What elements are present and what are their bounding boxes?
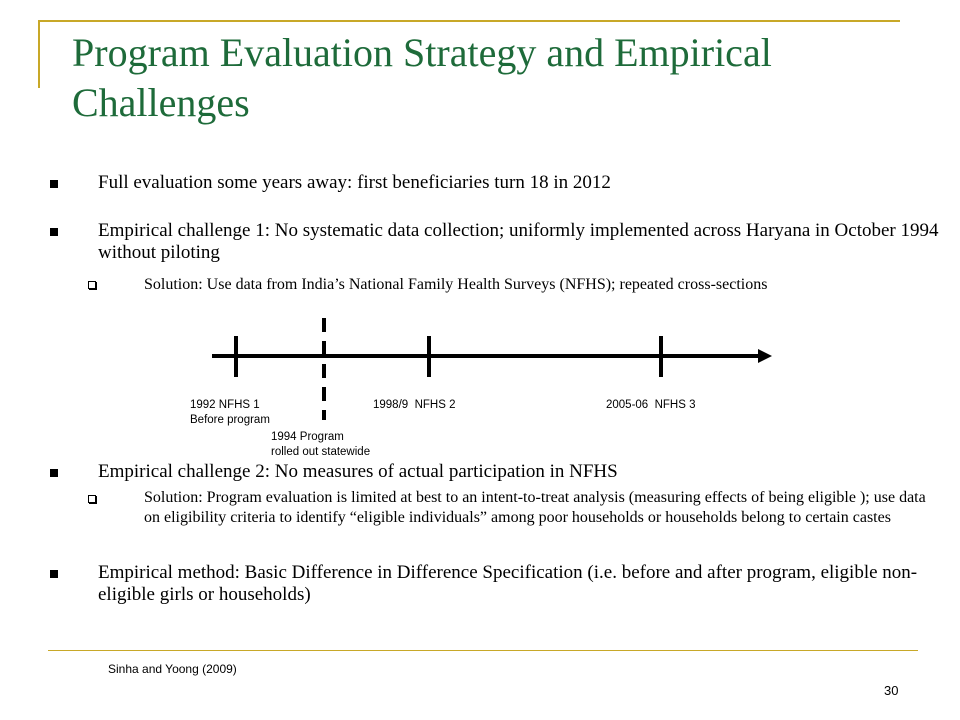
bullet-text-3: Empirical challenge 2: No measures of actual participation in NFHS [98, 461, 618, 482]
citation: Sinha and Yoong (2009) [108, 662, 237, 676]
timeline-label-program: 1994 Program [271, 431, 344, 443]
footer-divider [48, 650, 918, 651]
bullet-marker [50, 570, 58, 578]
timeline-label-rolled-out: rolled out statewide [271, 446, 371, 458]
sub-bullet-text-1: Solution: Use data from India’s National Family Health Surveys (NFHS); repeated cross-sections [144, 276, 768, 293]
sub-bullet-text-2: Solution: Program evaluation is limited at best to an intent-to-treat analysis (measuring effects of being eligible ); use data on eligibility criteria to identify “eligible individuals” among poor households or households belong to certain castes [144, 489, 926, 526]
bullet-text-4: Empirical method: Basic Difference in Difference Specification (i.e. before and after program, eligible non-eligible girls or households) [98, 562, 918, 605]
timeline-arrowhead [758, 349, 772, 363]
page-number: 30 [884, 683, 899, 698]
timeline-label-nfhs1: 1992 NFHS 1 [190, 399, 260, 411]
sub-bullet-marker [88, 495, 96, 503]
slide-title: Program Evaluation Strategy and Empirical Challenges [72, 30, 772, 125]
bullet-marker [50, 469, 58, 477]
bullet-text-1: Full evaluation some years away: first beneficiaries turn 18 in 2012 [98, 172, 611, 193]
timeline-label-nfhs3: 2005-06 NFHS 3 [606, 399, 696, 411]
timeline-label-nfhs2: 1998/9 NFHS 2 [373, 399, 456, 411]
bullet-text-2: Empirical challenge 1: No systematic data collection; uniformly implemented across Haryana in October 1994 without piloting [98, 220, 939, 263]
timeline-label-before: Before program [190, 414, 270, 426]
